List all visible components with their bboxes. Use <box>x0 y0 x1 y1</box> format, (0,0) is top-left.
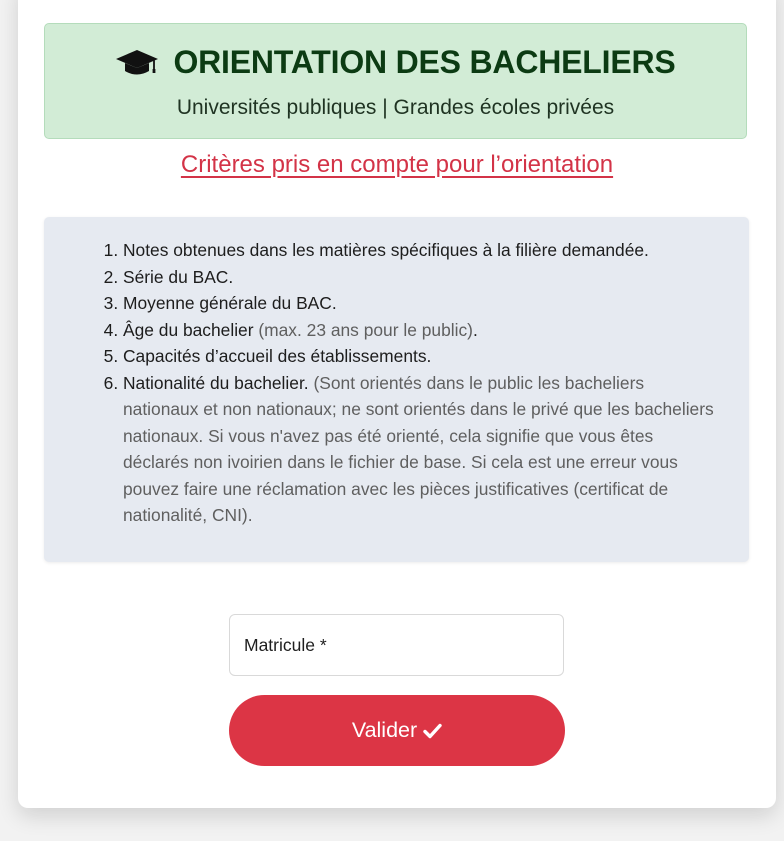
criteria-item-text: Âge du bachelier <box>123 319 259 340</box>
criteria-heading: Critères pris en compte pour l’orientation <box>180 151 614 178</box>
criteria-item-note: (max. 23 ans pour le public) <box>258 319 473 340</box>
page-title <box>45 44 746 81</box>
criteria-list <box>77 237 721 529</box>
matricule-field[interactable] <box>229 614 564 676</box>
valider-button-label: Valider <box>351 718 418 742</box>
criteria-item-suffix: . <box>472 319 478 340</box>
orientation-card <box>18 0 776 808</box>
criteria-item <box>123 317 721 344</box>
header-banner <box>44 23 747 139</box>
matricule-label: Matricule * <box>244 635 327 655</box>
criteria-box <box>44 217 749 562</box>
criteria-item-text: Nationalité du bachelier. <box>123 372 314 393</box>
criteria-item-text: Série du BAC. <box>123 266 234 287</box>
page-subtitle: Universités publiques | Grandes écoles privées <box>176 96 615 119</box>
valider-button[interactable] <box>229 695 565 766</box>
page-title-text: ORIENTATION DES BACHELIERS <box>173 44 676 80</box>
criteria-item-text: Notes obtenues dans les matières spécifiques à la filière demandée. <box>123 240 649 260</box>
criteria-item <box>123 237 721 264</box>
criteria-item <box>123 370 721 529</box>
criteria-item <box>123 290 721 317</box>
criteria-item-text: Capacités d’accueil des établissements. <box>123 346 432 366</box>
criteria-item <box>123 343 721 370</box>
criteria-item <box>123 264 721 291</box>
criteria-item-note: (Sont orientés dans le public les bacheliers nationaux et non nationaux; ne sont orientés dans le privé que les bacheliers nationaux. Si vous n'avez pas été orienté, cela signifie que vous êtes déclarés non ivoirien dans le fichier de base. Si cela est une erreur vous pouvez faire une réclamation avec les pièces justificatives (certificat de nationalité, CNI). <box>123 372 714 525</box>
graduation-cap-icon <box>115 48 159 78</box>
criteria-item-text: Moyenne générale du BAC. <box>123 293 337 313</box>
check-icon <box>423 723 442 739</box>
